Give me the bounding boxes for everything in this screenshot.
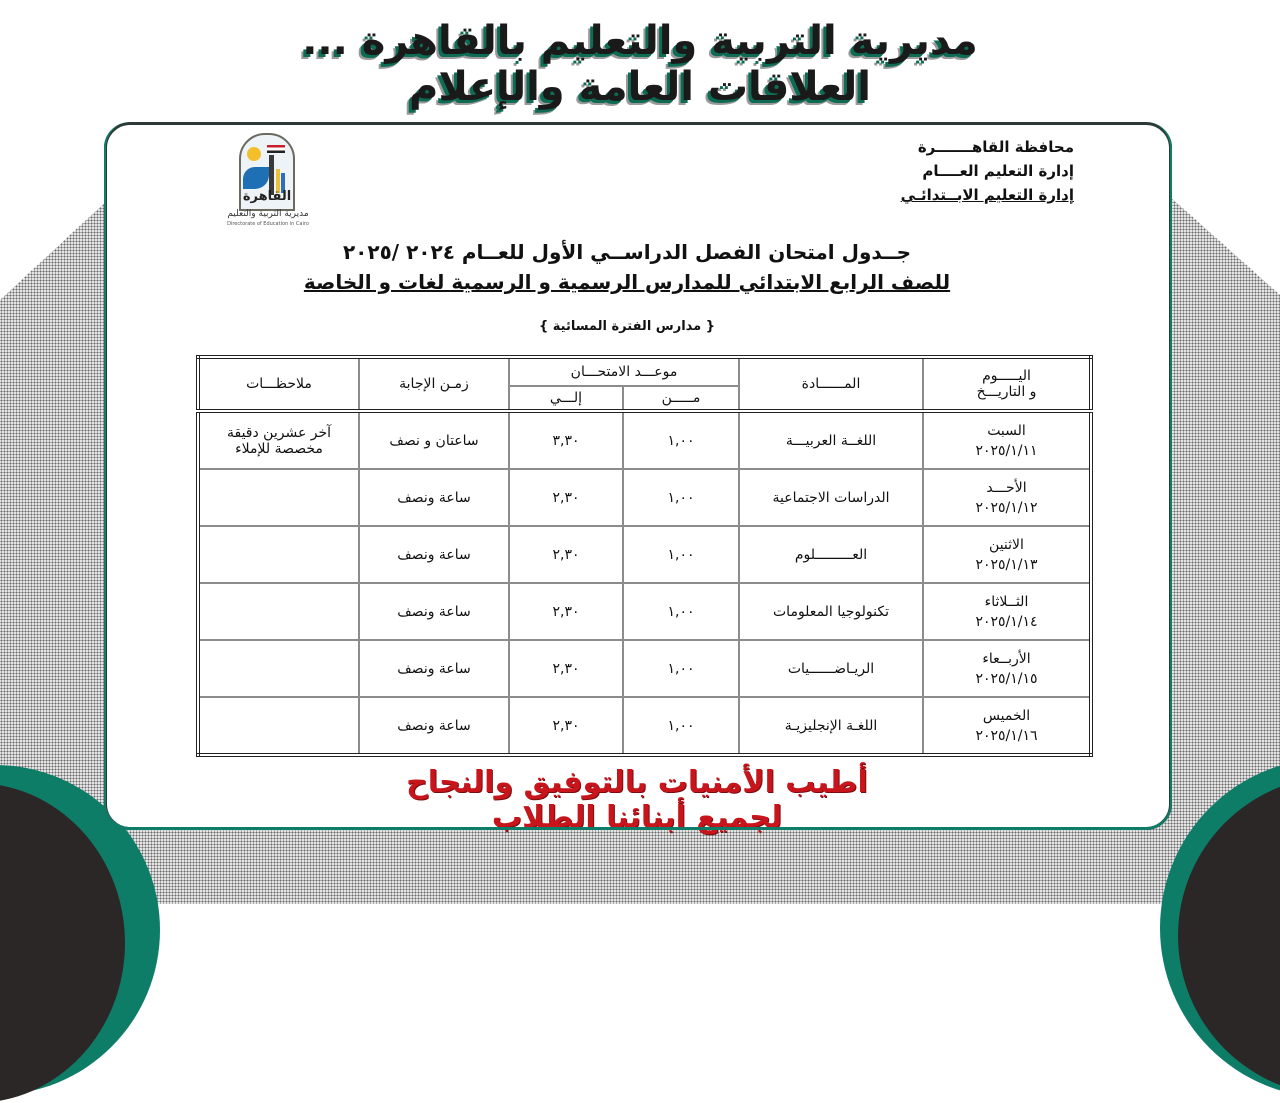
schedule-card — [104, 122, 1172, 835]
cell-subject: العـــــــــلوم — [739, 526, 923, 583]
cell-duration: ساعتان و نصف — [359, 411, 509, 469]
cell-notes — [198, 526, 359, 583]
cell-from: ١,٠٠ — [623, 640, 739, 697]
cell-day-date — [923, 469, 1091, 526]
day-name: الخميس — [982, 707, 1031, 724]
cell-to: ٢,٣٠ — [509, 640, 623, 697]
cell-from: ١,٠٠ — [623, 697, 739, 755]
header-from: مـــــن — [623, 386, 739, 411]
table-row — [198, 469, 1091, 526]
exam-date: ٢٠٢٥/١/١٣ — [975, 556, 1038, 573]
logo-subtitle: مديرية التربية والتعليم — [227, 209, 309, 219]
header-date: و التاريـــخ — [976, 384, 1037, 400]
cell-to: ٣,٣٠ — [509, 411, 623, 469]
header-day-date — [923, 357, 1091, 411]
exam-date: ٢٠٢٥/١/١٥ — [975, 670, 1038, 687]
cell-day-date — [923, 411, 1091, 469]
table-row — [198, 697, 1091, 755]
cell-subject: اللغـة الإنجليزيـة — [739, 697, 923, 755]
table-row — [198, 411, 1091, 469]
logo-subtitle-en: Directorate of Education in Cairo — [227, 221, 309, 227]
cell-duration: ساعة ونصف — [359, 640, 509, 697]
exam-date: ٢٠٢٥/١/١٦ — [975, 727, 1038, 744]
exam-schedule-table — [196, 355, 1093, 757]
table-header-row — [198, 357, 1091, 386]
cell-from: ١,٠٠ — [623, 583, 739, 640]
cell-subject: تكنولوجيا المعلومات — [739, 583, 923, 640]
primary-education-label: إدارة التعليم الابــتدائـي — [900, 186, 1074, 204]
exam-date: ٢٠٢٥/١/١٢ — [975, 499, 1038, 516]
header-subject: المــــــادة — [739, 357, 923, 411]
header-notes: ملاحظـــات — [198, 357, 359, 411]
note-line: آخر عشرين دقيقة — [226, 424, 332, 441]
cell-subject: اللغــة العربيـــة — [739, 411, 923, 469]
day-name: الاثنين — [989, 536, 1024, 553]
cell-subject: الريـاضــــــيات — [739, 640, 923, 697]
cell-notes — [198, 583, 359, 640]
cell-duration: ساعة ونصف — [359, 697, 509, 755]
banner-title: مديرية التربية والتعليم بالقاهرة ... العلاقات العامة والإعلام — [302, 18, 978, 110]
exam-date: ٢٠٢٥/١/١١ — [975, 442, 1038, 459]
department-block — [901, 135, 1074, 207]
exam-date: ٢٠٢٥/١/١٤ — [975, 613, 1038, 630]
cell-notes — [198, 640, 359, 697]
good-luck-message: أطيب الأمنيات بالتوفيق والنجاح لجميع أبنائنا الطلاب — [406, 765, 868, 835]
period-label: { مدارس الفترة المسائية } — [538, 319, 716, 334]
cell-subject: الدراسات الاجتماعية — [739, 469, 923, 526]
header-day: اليـــــوم — [982, 368, 1031, 384]
header-exam-time: موعـــد الامتحـــان — [509, 357, 739, 386]
cell-duration: ساعة ونصف — [359, 469, 509, 526]
cell-from: ١,٠٠ — [623, 526, 739, 583]
cell-day-date — [923, 640, 1091, 697]
title-line-1: جــدول امتحان الفصل الدراســي الأول للعــام ٢٠٢٤ /٢٠٢٥ — [342, 240, 912, 264]
header-duration: زمـن الإجابة — [359, 357, 509, 411]
cell-notes — [198, 411, 359, 469]
general-education-label: إدارة التعليم العــــام — [922, 162, 1074, 180]
cell-day-date — [923, 583, 1091, 640]
sun-icon — [247, 147, 261, 161]
table-row — [198, 640, 1091, 697]
cell-notes — [198, 697, 359, 755]
day-name: السبت — [987, 422, 1026, 439]
cell-duration: ساعة ونصف — [359, 526, 509, 583]
cell-to: ٢,٣٠ — [509, 526, 623, 583]
cell-day-date — [923, 697, 1091, 755]
logo-name: القاهرة — [242, 189, 292, 204]
page-title — [267, 237, 987, 297]
title-line-2: للصف الرابع الابتدائي للمدارس الرسمية و الرسمية لغات و الخاصة — [303, 270, 951, 294]
day-name: الأحـــد — [986, 479, 1027, 496]
table-row — [198, 583, 1091, 640]
cell-day-date — [923, 526, 1091, 583]
day-name: الأربــعاء — [982, 650, 1031, 667]
cell-to: ٢,٣٠ — [509, 583, 623, 640]
cell-from: ١,٠٠ — [623, 469, 739, 526]
note-line: مخصصة للإملاء — [235, 440, 323, 457]
table-row — [198, 526, 1091, 583]
governorate-label: محافظة القاهـــــــرة — [917, 138, 1074, 156]
cell-notes — [198, 469, 359, 526]
cell-from: ١,٠٠ — [623, 411, 739, 469]
cell-to: ٢,٣٠ — [509, 697, 623, 755]
directorate-logo — [213, 133, 313, 233]
day-name: الثــلاثاء — [984, 593, 1029, 610]
cell-duration: ساعة ونصف — [359, 583, 509, 640]
cell-to: ٢,٣٠ — [509, 469, 623, 526]
header-to: إلـــي — [509, 386, 623, 411]
egypt-flag-icon — [267, 145, 285, 153]
